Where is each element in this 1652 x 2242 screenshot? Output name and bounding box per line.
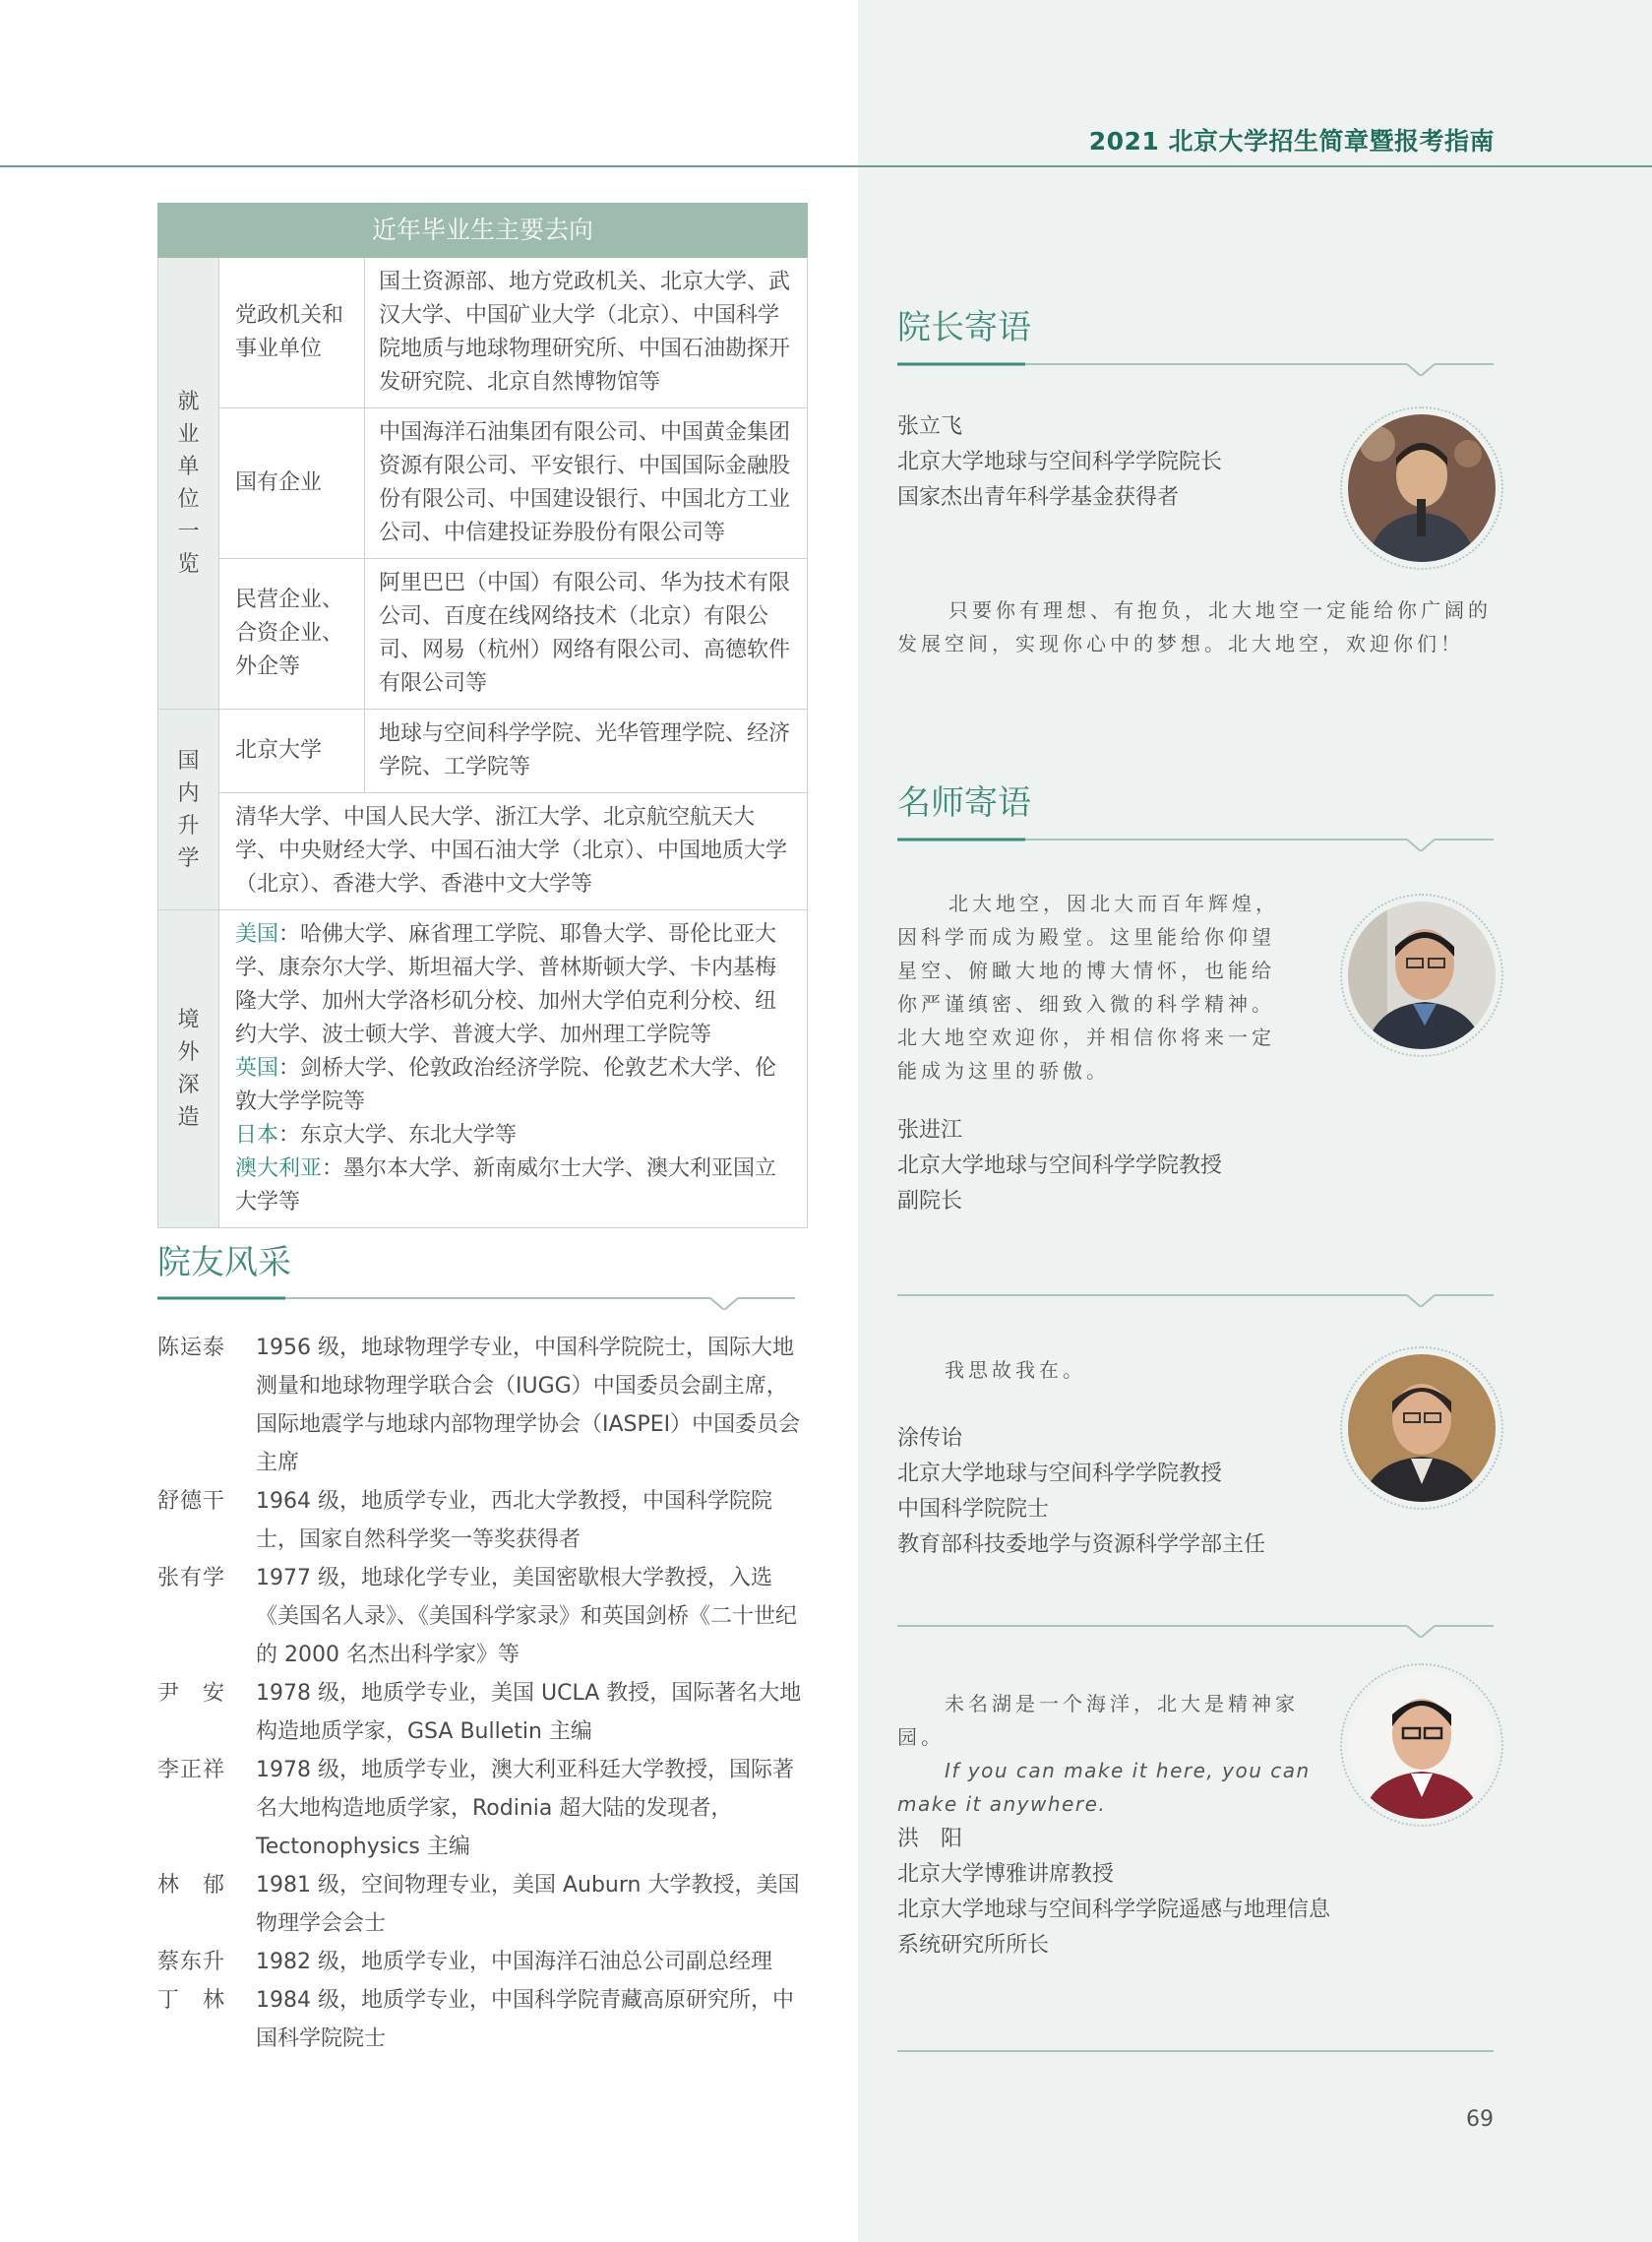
alumni-desc: 1977 级，地球化学专业，美国密歇根大学教授，入选《美国名人录》、《美国科学家录》和英国剑桥《二十世纪的 2000 名杰出科学家》等 (256, 1566, 798, 1667)
dean-honor-line: 国家杰出青年科学基金获得者 (897, 485, 1180, 510)
teacher3-divider (897, 2050, 1494, 2052)
teacher1-title-line: 北京大学地球与空间科学学院教授 (897, 1153, 1223, 1178)
country-label: 日本 (235, 1123, 279, 1148)
header-title: 2021 北京大学招生简章暨报考指南 (1088, 127, 1495, 156)
alumni-name: 陈运泰 (157, 1336, 226, 1360)
school-list: 剑桥大学、伦敦政治经济学院、伦敦艺术大学、伦敦大学学院等 (235, 1056, 777, 1114)
list-item (157, 1751, 807, 1866)
teacher2-name: 涂传诒 (897, 1426, 963, 1451)
list-item (157, 1981, 807, 2058)
category-abroad: 境外深造 (158, 910, 219, 1228)
alumni-title-rule (157, 1286, 795, 1310)
teacher2-honor-line: 中国科学院院士 (897, 1497, 1050, 1522)
country-label: 美国 (235, 922, 279, 947)
alumni-desc: 1956 级，地球物理学专业，中国科学院院士，国际大地测量和地球物理学联合会（IUGG）中国委员会副主席，国际地震学与地球内部物理学协会（IASPEI）中国委员会主席 (256, 1336, 801, 1475)
alumni-section-title: 院友风采 (157, 1243, 291, 1282)
alumni-name: 林 郁 (157, 1873, 226, 1898)
abroad-entry: 日本：东京大学、东北大学等 (235, 1123, 518, 1148)
subcategory-pku: 北京大学 (219, 710, 365, 793)
desc-other-universities: 清华大学、中国人民大学、浙江大学、北京航空航天大学、中央财经大学、中国石油大学（北京）、中国地质大学（北京）、香港大学、香港中文大学等 (219, 793, 808, 910)
dean-section-title: 院长寄语 (897, 308, 1031, 347)
alumni-name: 张有学 (157, 1566, 226, 1590)
school-list: 哈佛大学、麻省理工学院、耶鲁大学、哥伦比亚大学、康奈尔大学、斯坦福大学、普林斯顿大学、卡内基梅隆大学、加州大学洛杉矶分校、加州大学伯克利分校、纽约大学、波士顿大学、普渡大学、加州理工学院等 (235, 922, 777, 1047)
teacher2-portrait-avatar (1340, 1346, 1503, 1510)
alumni-name: 蔡东升 (157, 1950, 226, 1974)
abroad-entry: 澳大利亚：墨尔本大学、新南威尔士大学、澳大利亚国立大学等 (235, 1156, 777, 1214)
teacher2-title-line: 北京大学地球与空间科学学院教授 (897, 1462, 1223, 1486)
dean-quote: 只要你有理想、有抱负，北大地空一定能给你广阔的发展空间，实现你心中的梦想。北大地空，欢迎你们！ (897, 598, 1492, 655)
teacher3-quote (897, 1687, 1330, 1821)
header-rule (0, 165, 1652, 167)
desc-state-owned: 中国海洋石油集团有限公司、中国黄金集团资源有限公司、平安银行、中国国际金融股份有限公司、中国建设银行、中国北方工业公司、中信建投证券股份有限公司等 (365, 408, 808, 559)
country-label: 英国 (235, 1056, 279, 1081)
desc-abroad (219, 910, 808, 1228)
teachers-title-rule (897, 828, 1494, 851)
country-label: 澳大利亚 (235, 1156, 323, 1181)
teacher3-title-line: 北京大学博雅讲席教授 (897, 1862, 1115, 1887)
teacher1-quote: 北大地空，因北大而百年辉煌，因科学而成为殿堂。这里能给你仰望星空、俯瞰大地的博大情怀，也能给你严谨缜密、细致入微的科学精神。北大地空欢迎你，并相信你将来一定能成为这里的骄傲。 (897, 892, 1279, 1083)
table-header: 近年毕业生主要去向 (158, 204, 808, 258)
alumni-name: 丁 林 (157, 1988, 226, 2013)
school-list: 东京大学、东北大学等 (300, 1123, 518, 1148)
list-item (157, 1674, 807, 1751)
alumni-desc: 1978 级，地质学专业，澳大利亚科廷大学教授，国际著名大地构造地质学家，Rodinia 超大陆的发现者，Tectonophysics 主编 (256, 1758, 794, 1859)
dean-title-line: 北京大学地球与空间科学学院院长 (897, 450, 1223, 474)
teacher3-quote-en: If you can make it here, you can make it anywhere. (897, 1759, 1311, 1816)
alumni-list (157, 1329, 807, 2058)
alumni-desc: 1964 级，地质学专业，西北大学教授，中国科学院院士，国家自然科学奖一等奖获得者 (256, 1489, 772, 1552)
alumni-desc: 1982 级，地质学专业，中国海洋石油总公司副总经理 (256, 1950, 772, 1974)
graduate-destinations-table (157, 203, 808, 1228)
list-item (157, 1482, 807, 1559)
teacher1-name: 张进江 (897, 1118, 963, 1143)
list-item (157, 1943, 807, 1981)
teacher3-name: 洪 阳 (897, 1827, 963, 1851)
teacher2-divider (897, 1614, 1494, 1638)
desc-private: 阿里巴巴（中国）有限公司、华为技术有限公司、百度在线网络技术（北京）有限公司、网易（杭州）网络有限公司、高德软件有限公司等 (365, 559, 808, 710)
category-employment: 就业单位一览 (158, 258, 219, 710)
teacher2-quote: 我思故我在。 (945, 1358, 1086, 1382)
teacher1-role-line: 副院长 (897, 1189, 963, 1214)
abroad-entry: 英国：剑桥大学、伦敦政治经济学院、伦敦艺术大学、伦敦大学学院等 (235, 1056, 777, 1114)
list-item (157, 1559, 807, 1674)
teacher3-quote-cn: 未名湖是一个海洋，北大是精神家园。 (897, 1692, 1299, 1749)
teacher3-portrait-avatar (1340, 1663, 1503, 1827)
dean-title-rule (897, 352, 1494, 376)
dean-name: 张立飞 (897, 414, 963, 439)
teacher1-info (897, 1113, 1330, 1219)
alumni-name: 李正祥 (157, 1758, 226, 1782)
dean-info (897, 409, 1252, 516)
alumni-desc: 1981 级，空间物理专业，美国 Auburn 大学教授，美国物理学会会士 (256, 1873, 800, 1936)
teacher3-info (897, 1822, 1330, 1963)
alumni-name: 尹 安 (157, 1681, 226, 1706)
page-number: 69 (1466, 2107, 1494, 2132)
subcategory-state-owned: 国有企业 (219, 408, 365, 559)
teachers-section-title: 名师寄语 (897, 783, 1031, 823)
subcategory-private: 民营企业、合资企业、外企等 (219, 559, 365, 710)
alumni-desc: 1978 级，地质学专业，美国 UCLA 教授，国际著名大地构造地质学家，GSA Bulletin 主编 (256, 1681, 802, 1744)
teacher1-divider (897, 1283, 1494, 1307)
desc-pku: 地球与空间科学学院、光华管理学院、经济学院、工学院等 (365, 710, 808, 793)
teacher2-info (897, 1421, 1330, 1563)
abroad-entry: 美国：哈佛大学、麻省理工学院、耶鲁大学、哥伦比亚大学、康奈尔大学、斯坦福大学、普林斯顿大学、卡内基梅隆大学、加州大学洛杉矶分校、加州大学伯克利分校、纽约大学、波士顿大学、普渡大学、加州理工学院等 (235, 922, 777, 1047)
teacher1-portrait-avatar (1340, 894, 1503, 1057)
teacher2-role-line: 教育部科技委地学与资源科学学部主任 (897, 1532, 1266, 1557)
dean-portrait-avatar (1340, 406, 1503, 570)
alumni-name: 舒德干 (157, 1489, 226, 1514)
list-item (157, 1866, 807, 1943)
category-domestic: 国内升学 (158, 710, 219, 910)
subcategory-government: 党政机关和事业单位 (219, 258, 365, 408)
alumni-desc: 1984 级，地质学专业，中国科学院青藏高原研究所，中国科学院院士 (256, 1988, 794, 2051)
school-list: 墨尔本大学、新南威尔士大学、澳大利亚国立大学等 (235, 1156, 777, 1214)
list-item (157, 1329, 807, 1482)
desc-government: 国土资源部、地方党政机关、北京大学、武汉大学、中国矿业大学（北京）、中国科学院地质与地球物理研究所、中国石油勘探开发研究院、北京自然博物馆等 (365, 258, 808, 408)
teacher3-role-line: 北京大学地球与空间科学学院遥感与地理信息系统研究所所长 (897, 1898, 1331, 1958)
